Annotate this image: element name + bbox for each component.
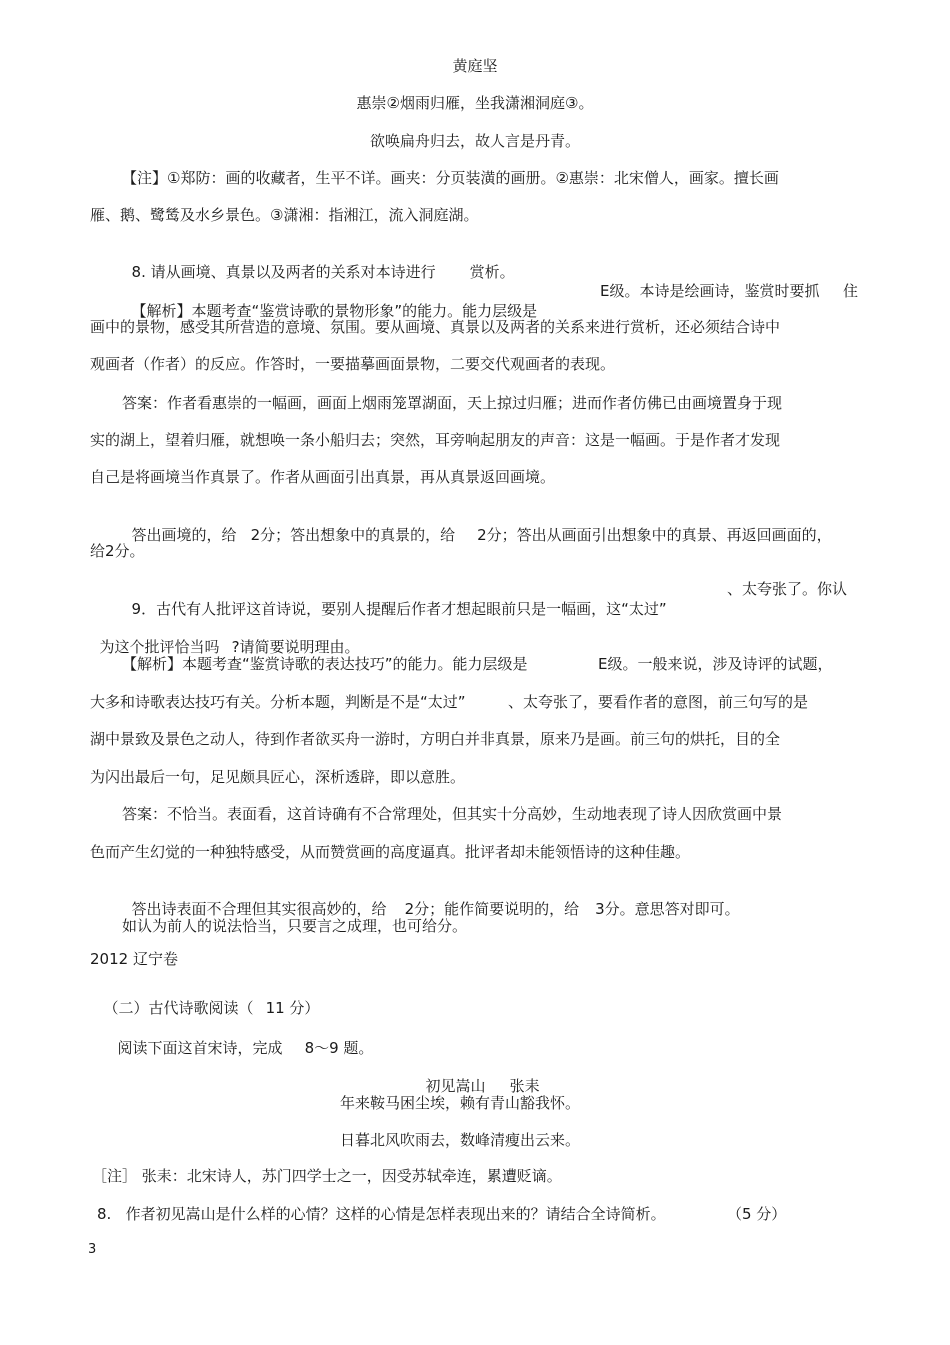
poem1-line1: 惠崇②烟雨归雁，坐我潇湘洞庭③。 xyxy=(356,94,594,112)
poem2-title: 初见嵩山 xyxy=(425,1077,486,1095)
question-8b-points: （5 分） xyxy=(727,1205,787,1223)
analysis-8-line1-c: 住 xyxy=(843,282,859,300)
poem1-line2: 欲唤扁舟归去，故人言是丹青。 xyxy=(369,132,580,150)
analysis-9-line1-b: E级。一般来说，涉及诗评的试题， xyxy=(598,655,833,673)
section-subheading xyxy=(94,978,319,1018)
section-heading: 2012 辽宁卷 xyxy=(90,950,178,968)
page-number: 3 xyxy=(88,1242,97,1257)
poem1-author: 黄庭坚 xyxy=(452,57,498,75)
question-9-a: 9．古代有人批评这首诗说，要别人提醒后作者才想起眼前只是一幅画，这“太过” xyxy=(131,600,667,618)
section-instruction-b: 8～9 题。 xyxy=(304,1039,374,1057)
section-subheading-b: 11 分） xyxy=(265,999,320,1017)
note1-line2: 雁、鹅、鹭鸶及水乡景色。③潇湘：指湘江，流入洞庭湖。 xyxy=(90,206,479,224)
analysis-9-line4: 为闪出最后一句，足见颇具匠心，深析透辟，即以意胜。 xyxy=(90,768,466,786)
section-subheading-a: （二）古代诗歌阅读（ xyxy=(103,999,254,1017)
question-8-part1: 8. 请从画境、真景以及两者的关系对本诗进行 xyxy=(131,263,436,281)
answer-9-line2: 色而产生幻觉的一种独特感受，从而赞赏画的高度逼真。批评者却未能领悟诗的这种佳趣。 xyxy=(90,843,691,861)
score-8-line1 xyxy=(122,505,832,545)
analysis-8-line1 xyxy=(122,281,537,321)
score-9-line1 xyxy=(122,879,740,919)
question-9-line2 xyxy=(90,617,360,657)
analysis-8-line1-a: 【解析】本题考查“鉴赏诗歌的景物形象”的能力。能力层级是 xyxy=(131,302,538,320)
question-8 xyxy=(122,242,515,282)
analysis-9-line3: 湖中景致及景色之动人，待到作者欲买舟一游时，方明白并非真景，原来乃是画。前三句的烘托，目的全 xyxy=(90,730,781,748)
score-9-c: 3分。意思答对即可。 xyxy=(595,900,740,918)
score-9-line2: 如认为前人的说法恰当，只要言之成理，也可给分。 xyxy=(122,917,468,935)
question-9-line1 xyxy=(122,579,667,619)
score-8-a: 答出画境的，给 xyxy=(131,526,237,544)
section-instruction-a: 阅读下面这首宋诗，完成 xyxy=(117,1039,283,1057)
poem2-line2: 日暮北风吹雨去，数峰清瘦出云来。 xyxy=(340,1131,581,1149)
note1-line1: 【注】①郑防：画的收藏者，生平不详。画夹：分页装潢的画册。②惠崇：北宋僧人，画家。擅长画 xyxy=(122,169,779,187)
question-9-line2-a: 为这个批评恰当吗 xyxy=(99,638,220,656)
question-8-part2: 赏析。 xyxy=(469,263,515,281)
answer-8-line1: 答案：作者看惠崇的一幅画，画面上烟雨笼罩湖面，天上掠过归雁；进而作者仿佛已由画境置身于现 xyxy=(122,394,783,412)
score-8-b: 2分；答出想象中的真景的，给 xyxy=(250,526,456,544)
analysis-8-line3: 观画者（作者）的反应。作答时，一要描摹画面景物，二要交代观画者的表现。 xyxy=(90,355,616,373)
analysis-8-line1-b: E级。本诗是绘画诗，鉴赏时要抓 xyxy=(600,282,820,300)
answer-8-line3: 自己是将画境当作真景了。作者从画面引出真景，再从真景返回画境。 xyxy=(90,468,556,486)
score-8-line2: 给2分。 xyxy=(90,542,145,560)
answer-8-line2: 实的湖上，望着归雁，就想唤一条小船归去；突然，耳旁响起朋友的声音：这是一幅画。于是作者才发现 xyxy=(90,431,781,449)
section-instruction xyxy=(108,1018,373,1058)
analysis-9-line1: 【解析】本题考查“鉴赏诗歌的表达技巧”的能力。能力层级是 xyxy=(122,655,528,673)
answer-9-line1: 答案：不恰当。表面看，这首诗确有不合常理处，但其实十分高妙，生动地表现了诗人因欣赏画中景 xyxy=(122,805,783,823)
score-8-c: 2分；答出从画面引出想象中的真景、再返回画面的， xyxy=(477,526,832,544)
question-9-line2-b: ?请简要说明理由。 xyxy=(231,638,360,656)
analysis-9-line2-b: 、太夸张了，要看作者的意图，前三句写的是 xyxy=(508,693,809,711)
question-8b: 8. 作者初见嵩山是什么样的心情？这样的心情是怎样表现出来的？请结合全诗简析。 xyxy=(97,1205,666,1223)
note2: ［注］ 张耒：北宋诗人，苏门四学士之一，因受苏轼牵连，累遭贬谪。 xyxy=(92,1167,562,1185)
analysis-8-line2: 画中的景物，感受其所营造的意境、氛围。要从画境、真景以及两者的关系来进行赏析，还必须结合诗中 xyxy=(90,318,781,336)
score-9-a: 答出诗表面不合理但其实很高妙的，给 xyxy=(131,900,387,918)
poem2-line1: 年来鞍马困尘埃，赖有青山豁我怀。 xyxy=(340,1094,581,1112)
analysis-9-line2: 大多和诗歌表达技巧有关。分析本题，判断是不是“太过” xyxy=(90,693,466,711)
score-9-b: 2分；能作简要说明的，给 xyxy=(404,900,580,918)
poem2-author: 张耒 xyxy=(509,1077,540,1095)
question-9-line1-b: 、太夸张了。你认 xyxy=(727,580,848,598)
poem2-heading xyxy=(416,1056,540,1096)
